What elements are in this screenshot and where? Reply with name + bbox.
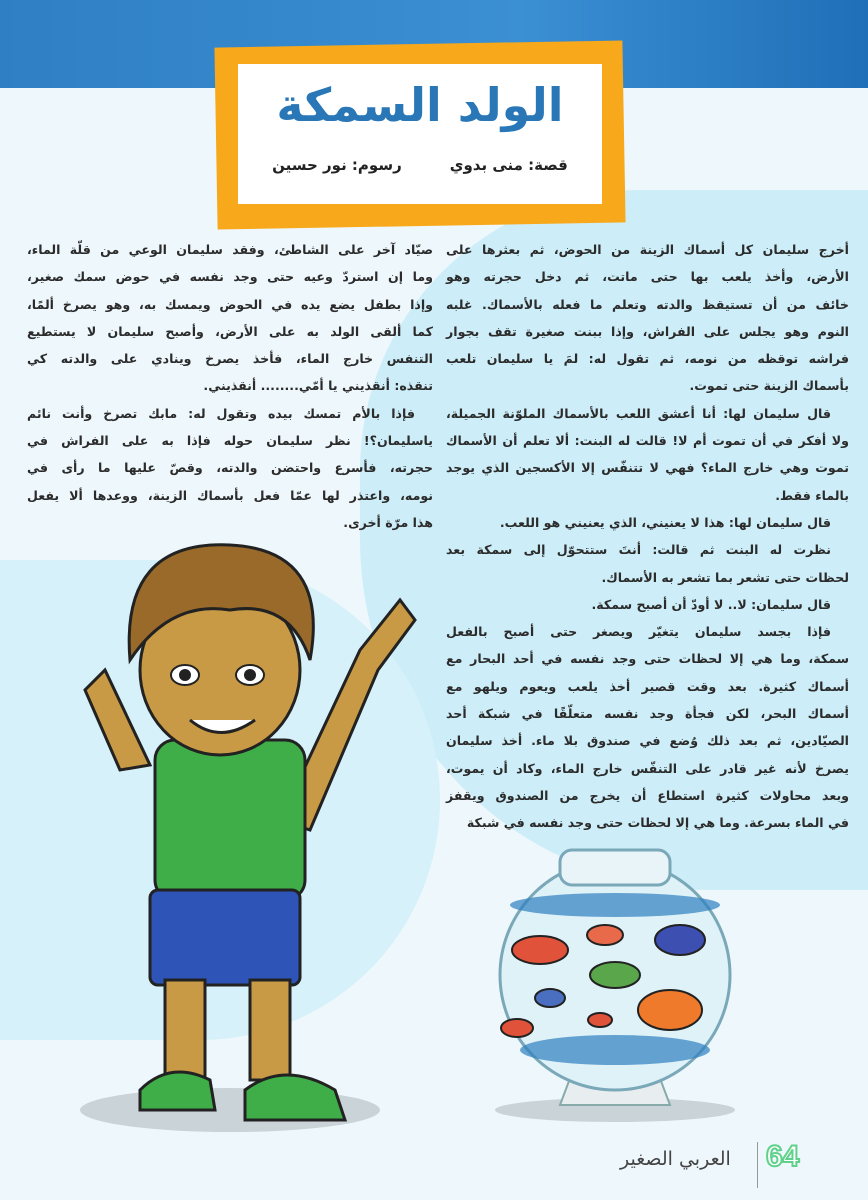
pupil bbox=[244, 669, 256, 681]
footer-divider bbox=[757, 1142, 758, 1188]
text-line: أسماك كثيرة. بعد وقت قصير أخذ يلعب ويعوم ويلهو مع bbox=[446, 678, 849, 694]
text-line: أسماك البحر، لكن فجأة وجد نفسه متعلّقًا في شبكة أحد bbox=[446, 706, 849, 722]
text-line: تنقذه: أنقذيني يا أمّي........ أنقذيني. bbox=[203, 378, 433, 394]
text-line: نظرت له البنت ثم قالت: أنتَ ستتحوّل إلى سمكة بعد bbox=[446, 542, 831, 558]
bowl-rim bbox=[560, 850, 670, 885]
text-line: النوم وهو يجلس على الفراش، وإذا ببنت صغيرة تقف بجوار bbox=[446, 323, 849, 339]
text-line: تموت وهي خارج الماء؟ فهي لا تتنفّس إلا الأكسجين الذي يوجد bbox=[446, 460, 849, 476]
text-line: في الماء بسرعة. وما هي إلا لحظات حتى وجد نفسه في شبكة bbox=[466, 815, 849, 831]
text-line: سمكة، وما هي إلا لحظات حتى وجد نفسه في أحد البحار مع bbox=[446, 651, 849, 667]
text-line: ولا أفكر في أن تموت أم لا! قالت له البنت: ألا تعلم أن الأسماك bbox=[446, 433, 849, 449]
text-line: فإذا بجسد سليمان يتغيّر ويصغر حتى أصبح بالفعل bbox=[446, 624, 831, 640]
left-shoe bbox=[140, 1072, 215, 1110]
title-frame bbox=[214, 40, 625, 229]
right-shoe bbox=[245, 1075, 345, 1120]
fish bbox=[590, 962, 640, 988]
story-title: الولد السمكة bbox=[276, 78, 564, 133]
text-line: الصيّادين، ثم بعد ذلك وُضع في صندوق بلا ماء. أخذ سليمان bbox=[446, 733, 849, 749]
text-line: خائف من أن تستيقظ والدته وتعلم ما فعله بالأسماك. غلبه bbox=[446, 296, 849, 312]
story-credit: قصة: منى بدوي bbox=[449, 156, 568, 175]
green-shirt bbox=[155, 740, 305, 900]
illustration-credit: رسوم: نور حسين bbox=[272, 156, 402, 175]
right-text-column bbox=[446, 236, 849, 837]
pupil bbox=[179, 669, 191, 681]
text-line: قال سليمان لها: أنا أعشق اللعب بالأسماك الملوّنة الجميلة، bbox=[446, 405, 831, 421]
fish bbox=[512, 936, 568, 964]
left-leg bbox=[165, 980, 205, 1080]
fish bbox=[588, 1013, 612, 1027]
text-line: قال سليمان لها: هذا لا يعنيني، الذي يعنيني هو اللعب. bbox=[499, 514, 831, 530]
text-line: صيّاد آخر على الشاطئ، وفقد سليمان الوعي من قلّة الماء، bbox=[27, 242, 433, 257]
fish bbox=[587, 925, 623, 945]
text-line: يصرخ لأنه غير قادر على التنفّس خارج الماء، وكاد أن يموت، bbox=[446, 760, 849, 776]
fish bbox=[501, 1019, 533, 1037]
magazine-name: العربي الصغير bbox=[620, 1148, 731, 1170]
text-line: الأرض، وأخذ يلعب بها حتى ماتت، ثم دخل حجرته وهو bbox=[446, 269, 849, 285]
text-line: قال سليمان: لا.. لا أودّ أن أصبح سمكة. bbox=[591, 596, 831, 612]
text-line: وما إن استردّ وعيه حتى وجد نفسه في حوض سمك صغير، bbox=[27, 269, 433, 285]
text-line: فإذا بالأم تمسك بيده وتقول له: مابك تصرخ وأنت نائم bbox=[27, 405, 415, 421]
text-line: بأسماك الزينة حتى تموت. bbox=[689, 378, 849, 394]
text-line: كما ألقى الولد به على الأرض، وأصبح سليمان لا يستطيع bbox=[27, 323, 433, 339]
fish bbox=[535, 989, 565, 1007]
water-surface bbox=[510, 893, 720, 917]
text-line: التنفس خارج الماء، فأخذ يصرخ وينادي على والدته كي bbox=[27, 351, 433, 367]
fishbowl-illustration bbox=[465, 840, 765, 1130]
blue-shorts bbox=[150, 890, 300, 985]
text-line: نومه، واعتذر لها عمّا فعل بأسماك الزينة، ووعدها ألا يفعل bbox=[27, 487, 433, 503]
text-line: بالماء فقط. bbox=[775, 487, 849, 503]
page-number: 64 bbox=[766, 1140, 800, 1173]
fish bbox=[655, 925, 705, 955]
right-leg bbox=[250, 980, 290, 1080]
left-text-column bbox=[27, 236, 433, 536]
water-bottom bbox=[520, 1035, 710, 1065]
boy-illustration bbox=[60, 530, 420, 1140]
text-line: أخرج سليمان كل أسماك الزينة من الحوض، ثم بعثرها على bbox=[446, 242, 849, 257]
title-card bbox=[238, 64, 602, 204]
text-line: وإذا بطفل يضع يده في الحوض ويمسك به، وهو يصرخ ألمًا، bbox=[27, 296, 433, 312]
text-line: وبعد محاولات كثيرة استطاع أن يخرج من الصندوق ويقفز bbox=[446, 787, 849, 803]
text-line: فراشه توقظه من نومه، ثم تقول له: لمَ يا سليمان تلعب bbox=[446, 351, 849, 367]
credits bbox=[238, 156, 602, 174]
text-line: ياسليمان؟! نظر سليمان حوله فإذا به على الفراش في bbox=[27, 433, 433, 449]
text-line: حجرته، فأسرع واحتضن والدته، وقصّ عليها ما رأى في bbox=[27, 460, 433, 476]
fish bbox=[638, 990, 702, 1030]
text-line: هذا مرّة أخرى. bbox=[343, 514, 433, 530]
text-line: لحظات حتى تشعر بما تشعر به الأسماك. bbox=[601, 569, 849, 585]
